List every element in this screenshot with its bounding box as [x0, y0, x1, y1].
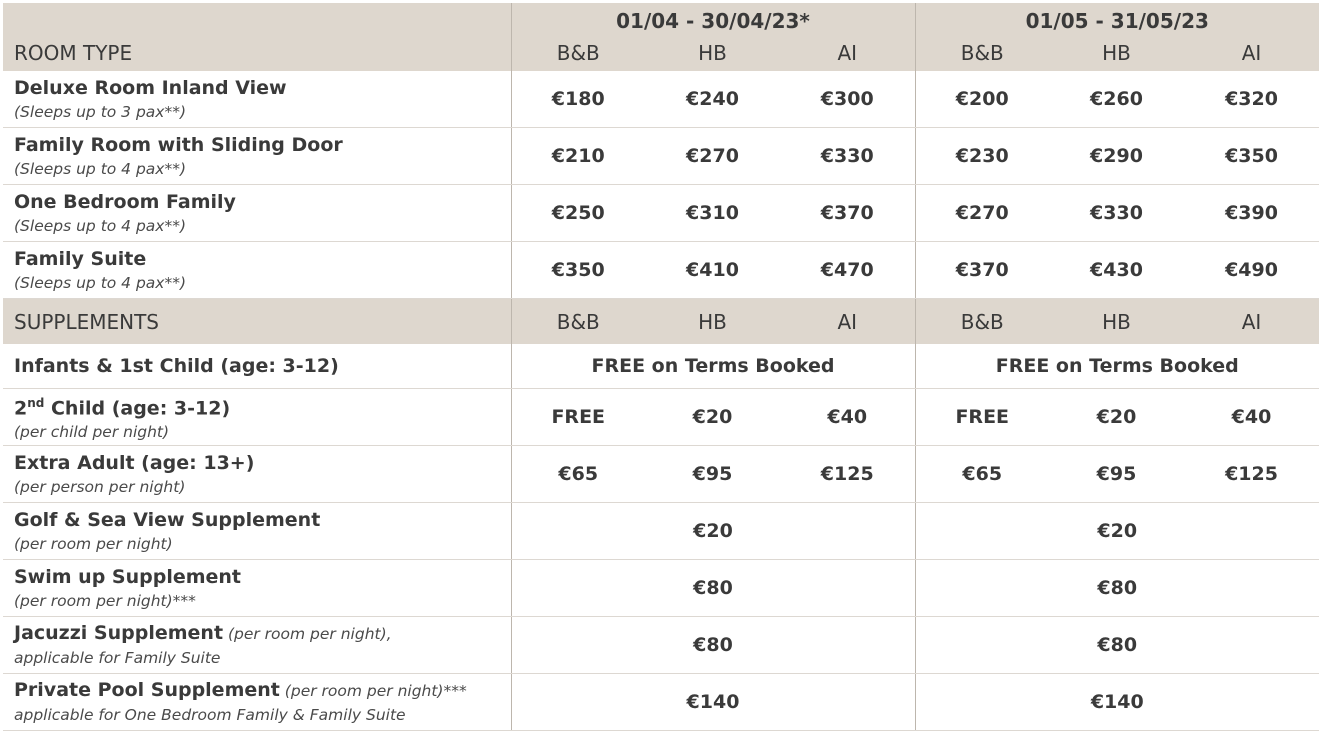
room-name: Family Suite — [14, 247, 147, 270]
supplement-row — [3, 560, 1319, 617]
room-row — [3, 128, 1319, 185]
period-2-header: 01/05 - 31/05/23 — [915, 3, 1319, 39]
supplement-label — [3, 503, 511, 560]
supplement-name — [14, 621, 511, 647]
price-cell: €270 — [645, 128, 780, 185]
price-cell: €350 — [1184, 128, 1319, 185]
supplement-note: (per room per night)*** — [14, 591, 196, 610]
room-name: Family Room with Sliding Door — [14, 133, 343, 156]
board-header-bb: B&B — [915, 39, 1049, 71]
supplement-label — [3, 617, 511, 674]
price-cell: €330 — [1049, 185, 1184, 242]
price-cell: €290 — [1049, 128, 1184, 185]
supplement-note: (per person per night) — [14, 477, 186, 496]
price-cell: €350 — [511, 242, 645, 299]
room-note: (Sleeps up to 4 pax**) — [14, 159, 187, 178]
supplement-note: (per child per night) — [14, 423, 170, 442]
ordinal-number: 2 — [14, 397, 28, 420]
room-name: Deluxe Room Inland View — [14, 76, 287, 99]
price-cell: €430 — [1049, 242, 1184, 299]
supplement-inline-note: (per room per night)*** — [279, 682, 467, 700]
supplement-value: €80 — [915, 617, 1319, 674]
price-cell: €270 — [915, 185, 1049, 242]
board-header-bb: B&B — [511, 39, 645, 71]
room-label — [3, 242, 511, 299]
supplement-value: €80 — [915, 560, 1319, 617]
supplement-name — [14, 391, 511, 421]
price-cell: €410 — [645, 242, 780, 299]
supplement-value: FREE on Terms Booked — [915, 344, 1319, 389]
price-cell: €95 — [645, 446, 780, 503]
supplement-label — [3, 674, 511, 731]
price-cell: €95 — [1049, 446, 1184, 503]
supplement-name: Infants & 1st Child (age: 3-12) — [14, 354, 339, 377]
price-cell: €40 — [1184, 389, 1319, 446]
room-label — [3, 185, 511, 242]
price-cell: €310 — [645, 185, 780, 242]
board-header-ai: AI — [1184, 39, 1319, 71]
board-header-bb: B&B — [915, 299, 1049, 345]
supplement-value: €20 — [915, 503, 1319, 560]
price-cell: €125 — [780, 446, 915, 503]
price-cell: €230 — [915, 128, 1049, 185]
supplement-row — [3, 503, 1319, 560]
supplement-value: €140 — [915, 674, 1319, 731]
board-header-hb: HB — [1049, 39, 1184, 71]
ordinal-suffix: nd — [27, 395, 45, 410]
supplement-row — [3, 617, 1319, 674]
supplement-value: FREE on Terms Booked — [511, 344, 915, 389]
price-cell: €390 — [1184, 185, 1319, 242]
supplement-label — [3, 560, 511, 617]
price-cell: €200 — [915, 71, 1049, 128]
supplement-value: €80 — [511, 617, 915, 674]
room-type-header: ROOM TYPE — [3, 39, 511, 71]
price-cell: €250 — [511, 185, 645, 242]
price-cell: FREE — [511, 389, 645, 446]
price-cell: €20 — [645, 389, 780, 446]
price-cell: €40 — [780, 389, 915, 446]
supplement-value: €140 — [511, 674, 915, 731]
supplement-name-rest: Child (age: 3-12) — [44, 397, 231, 420]
board-header-ai: AI — [1184, 299, 1319, 345]
price-cell: €300 — [780, 71, 915, 128]
price-cell: €370 — [915, 242, 1049, 299]
price-cell: €125 — [1184, 446, 1319, 503]
supplement-row — [3, 389, 1319, 446]
supplement-note: (per room per night) — [14, 534, 173, 553]
header-blank-cell — [3, 3, 511, 39]
room-row — [3, 242, 1319, 299]
supplement-inline-note: (per room per night), — [223, 625, 392, 643]
price-cell: €20 — [1049, 389, 1184, 446]
room-name: One Bedroom Family — [14, 190, 236, 213]
supplement-name-text: Jacuzzi Supplement — [14, 622, 224, 644]
price-cell: FREE — [915, 389, 1049, 446]
price-cell: €490 — [1184, 242, 1319, 299]
board-header-hb: HB — [645, 39, 780, 71]
board-header-hb: HB — [1049, 299, 1184, 345]
price-cell: €330 — [780, 128, 915, 185]
supplement-name: Golf & Sea View Supplement — [14, 508, 321, 531]
supplement-row — [3, 674, 1319, 731]
period-header-row — [3, 3, 1319, 39]
price-cell: €65 — [915, 446, 1049, 503]
price-cell: €320 — [1184, 71, 1319, 128]
price-cell: €240 — [645, 71, 780, 128]
board-header-bb: B&B — [511, 299, 645, 345]
supplement-label — [3, 389, 511, 446]
price-cell: €260 — [1049, 71, 1184, 128]
supplements-header-row — [3, 299, 1319, 345]
board-header-ai: AI — [780, 39, 915, 71]
supplement-name-text: Private Pool Supplement — [14, 679, 280, 701]
supplement-name: Extra Adult (age: 13+) — [14, 451, 255, 474]
supplements-header: SUPPLEMENTS — [3, 299, 511, 345]
board-header-hb: HB — [645, 299, 780, 345]
room-note: (Sleeps up to 4 pax**) — [14, 216, 187, 235]
price-cell: €180 — [511, 71, 645, 128]
supplement-label — [3, 446, 511, 503]
room-row — [3, 185, 1319, 242]
supplement-note: applicable for Family Suite — [14, 649, 221, 667]
supplement-name — [14, 678, 511, 704]
price-cell: €65 — [511, 446, 645, 503]
room-label — [3, 71, 511, 128]
supplement-note: applicable for One Bedroom Family & Family Suite — [14, 706, 406, 724]
supplement-value: €80 — [511, 560, 915, 617]
board-header-row — [3, 39, 1319, 71]
price-cell: €470 — [780, 242, 915, 299]
supplement-row — [3, 344, 1319, 389]
board-header-ai: AI — [780, 299, 915, 345]
price-cell: €370 — [780, 185, 915, 242]
room-row — [3, 71, 1319, 128]
period-1-header: 01/04 - 30/04/23* — [511, 3, 915, 39]
supplement-row — [3, 446, 1319, 503]
supplement-name: Swim up Supplement — [14, 565, 242, 588]
supplement-label — [3, 344, 511, 389]
room-note: (Sleeps up to 3 pax**) — [14, 102, 187, 121]
room-label — [3, 128, 511, 185]
price-cell: €210 — [511, 128, 645, 185]
rate-table — [3, 3, 1319, 731]
room-note: (Sleeps up to 4 pax**) — [14, 273, 187, 292]
supplement-value: €20 — [511, 503, 915, 560]
